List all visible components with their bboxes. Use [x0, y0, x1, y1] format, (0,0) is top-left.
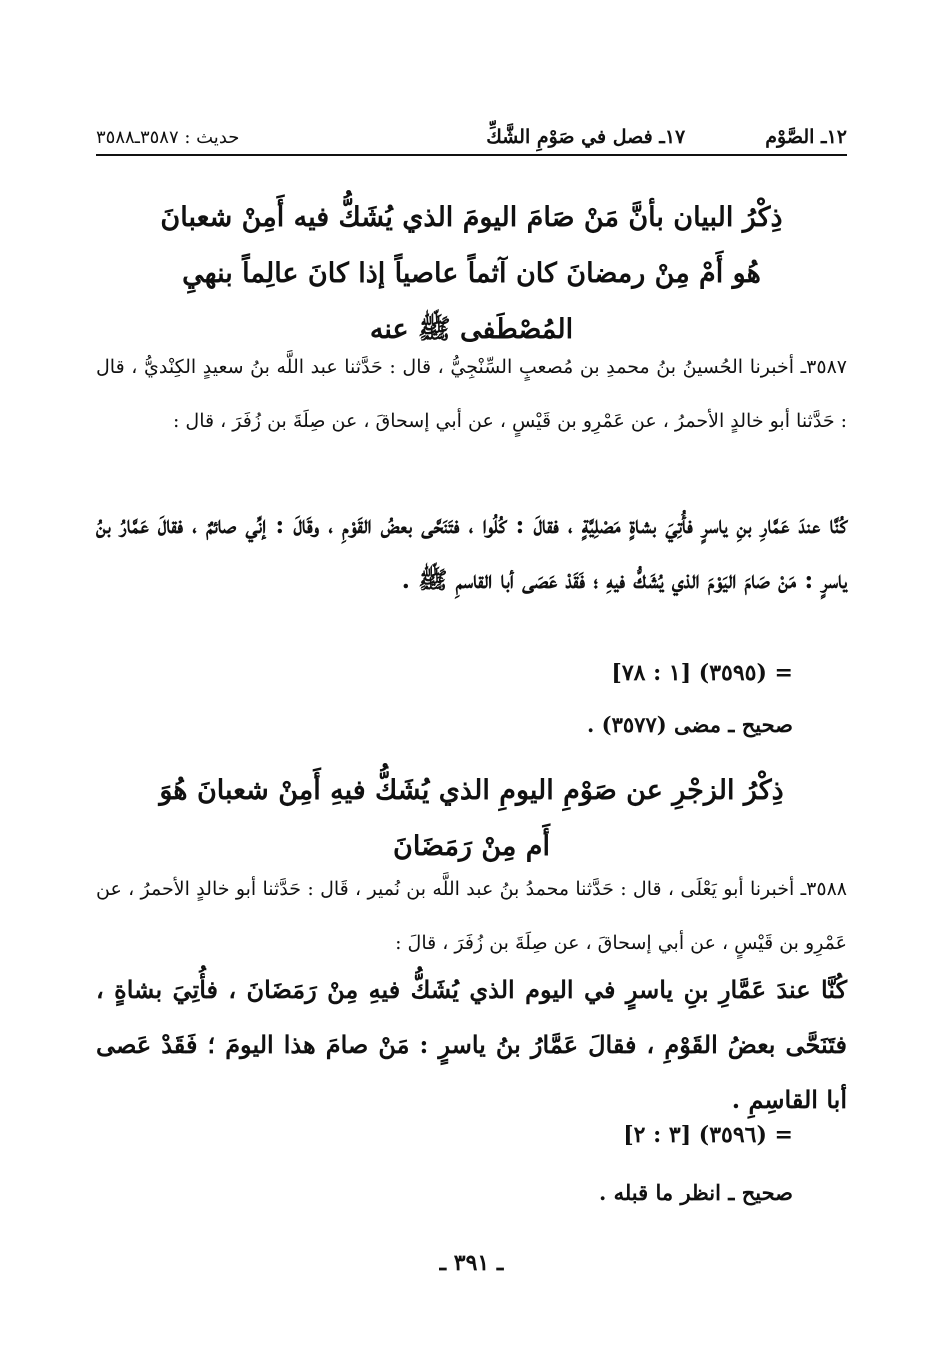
heading-line: ذِكْرُ البيان بأنَّ مَنْ صَامَ اليومَ الذي يُشَكُّ فيه أَمِنْ شعبانَ: [160, 202, 783, 233]
heading-line: المُصْطَفى ﷺ عنه: [369, 314, 574, 345]
heading-line: هُو أَمْ مِنْ رمضانَ كان آثماً عاصياً إذا كانَ عالِماً بنهيِ: [182, 258, 761, 289]
cross-reference-3588: = (٣٥٩٦) [٣ : ٢]: [623, 1122, 793, 1148]
grade-3588: صحيح ـ انظر ما قبله .: [598, 1180, 793, 1205]
isnad-3588: ٣٥٨٨ـ أخبرنا أبو يَعْلَى ، قال : حَدَّثنا محمدُ بنُ عبد اللَّه بن نُمير ، قَال : حَدَّثنا أبو خالدٍ الأحمرُ ، عن عَمْرِو بن قَيْسٍ ، عن أبي إسحاقَ ، عن صِلَةَ بن زُفَرَ ، قالَ :: [96, 878, 847, 954]
hadith-range: حديث : ٣٥٨٧ـ٣٥٨٨: [96, 127, 240, 148]
heading-line: أَم مِنْ رَمَضَانَ: [392, 831, 550, 862]
isnad-3587: ٣٥٨٧ـ أخبرنا الحُسينُ بنُ محمدِ بن مُصعبٍ السِّنْجِيُّ ، قال : حَدَّثنا عبد اللَّه بنُ سعيدٍ الكِنْديُّ ، قال : حَدَّثنا أبو خالدٍ الأحمرُ ، عن عَمْرِو بن قَيْسٍ ، عن أبي إسحاقَ ، عن صِلَةَ بن زُفَرَ ، قال :: [96, 356, 847, 432]
book-section-title: ١٢ـ الصَّوْم: [765, 126, 847, 148]
page-number: ـ ٣٩١ ـ: [439, 1250, 504, 1276]
section-heading-2: [96, 763, 847, 875]
header-titles: [486, 126, 847, 148]
cross-reference-3587: = (٣٥٩٥) [١ : ٧٨]: [611, 660, 793, 686]
grade-3587: صحيح ـ مضى (٣٥٧٧) .: [587, 712, 793, 737]
matn-3588: كُنَّا عندَ عَمَّارِ بنِ ياسرٍ في اليوم الذي يُشَكُّ فيهِ مِنْ رَمَضَانَ ، فأُتِيَ بشاةٍ ، فتَنَحَّى بعضُ القَوْمِ ، فقالَ عَمَّارُ بنُ ياسرٍ : مَنْ صامَ هذا اليومَ ؛ فَقَدْ عَصى أبا القاسِمِ .: [96, 975, 847, 1114]
heading-line: ذِكْرُ الزجْرِ عن صَوْمِ اليومِ الذي يُشَكُّ فيهِ أَمِنْ شعبانَ هُوَ: [159, 775, 784, 806]
matn-3587: كُنَّا عندَ عَمَّارِ بنِ ياسرٍ فأُتِيَ بشاةٍ مَصْلِيَّةٍ ، فقالَ : كُلُوا ، فتَنَحَّى بعضُ القَوْمِ ، وقَالَ : إنِّي صائمٌ ، فقالَ عَمَّارُ بنُ ياسرٍ : مَنْ صَامَ اليَوْمَ الذي يُشَكُّ فيهِ ؛ فَقَدْ عَصَى أبا القاسمِ ﷺ .: [96, 510, 847, 594]
section-heading-1: [96, 190, 847, 358]
running-header: [96, 108, 847, 156]
chapter-title: ١٧ـ فصل في صَوْمِ الشَّكِّ: [486, 126, 686, 148]
